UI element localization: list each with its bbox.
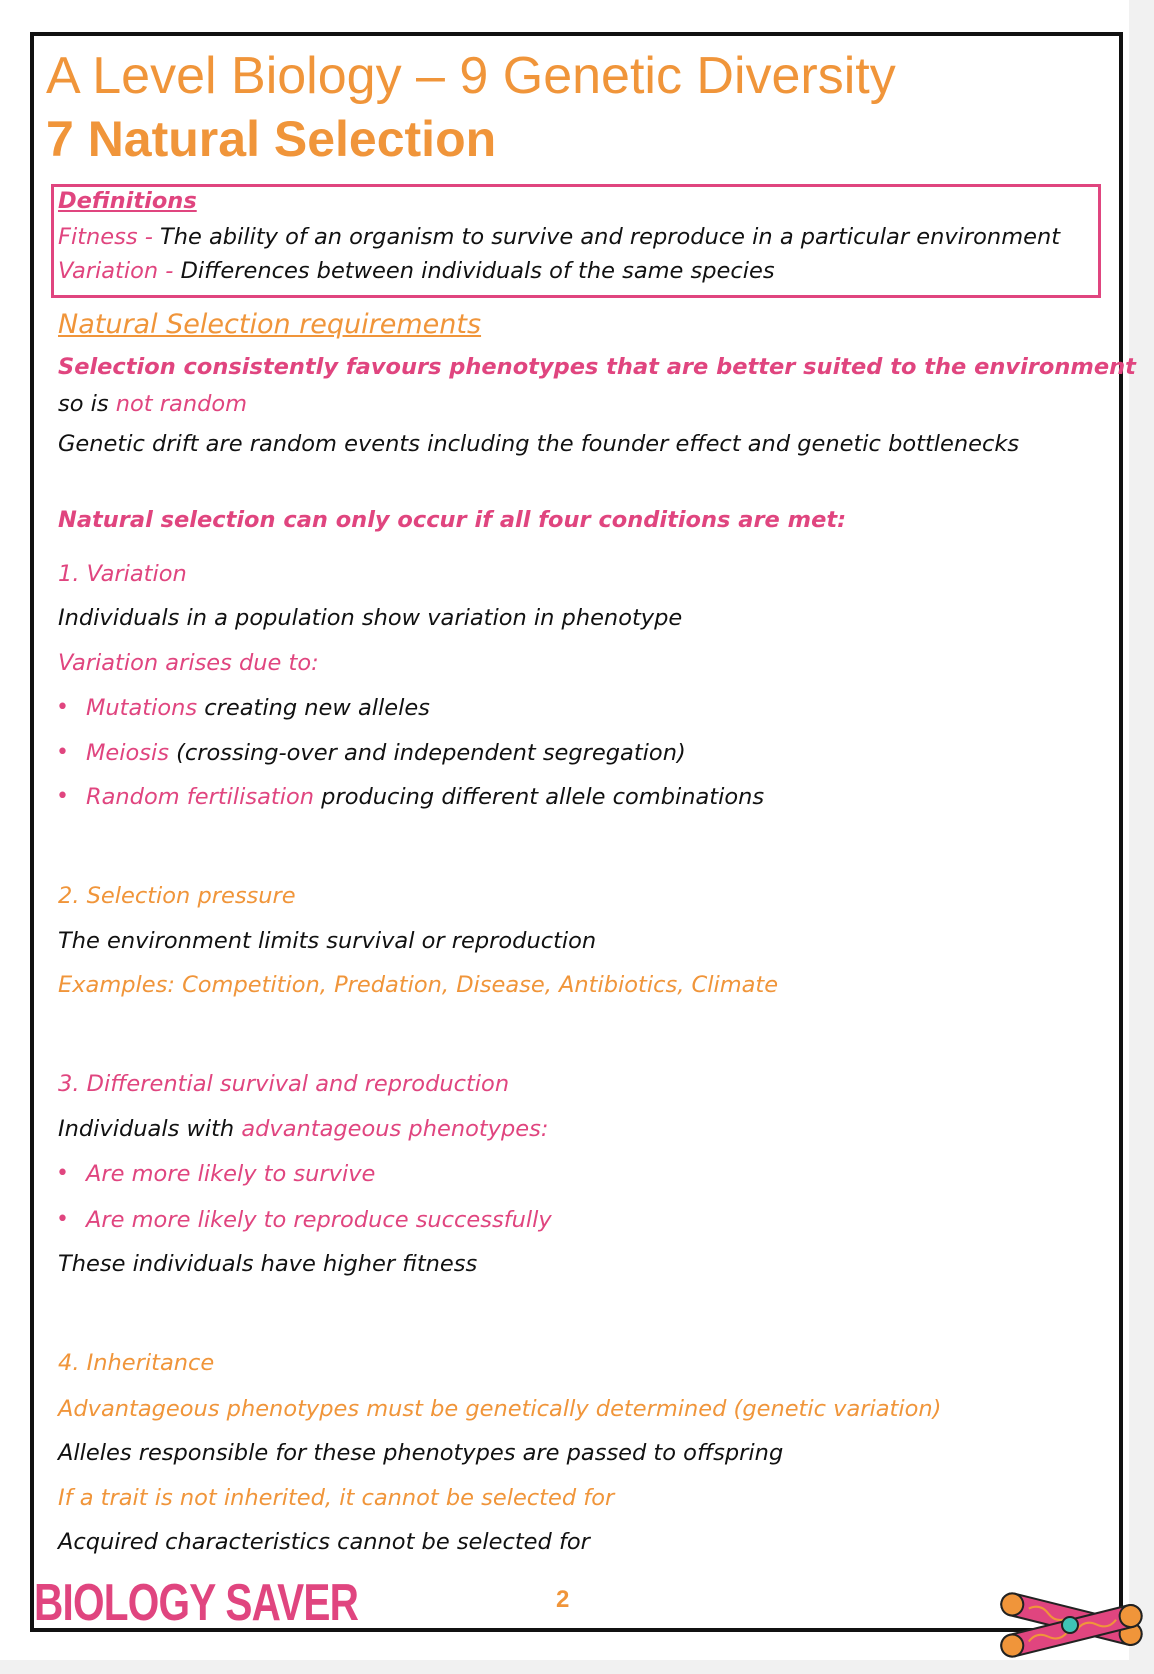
condition4-heading: 4. Inheritance	[58, 1350, 215, 1376]
condition4-line1: Advantageous phenotypes must be genetically determined (genetic variation)	[58, 1396, 942, 1422]
bullet-text: creating new alleles	[204, 695, 430, 721]
not-random-emphasis: not random	[115, 391, 248, 417]
bullet-icon: •	[56, 1161, 69, 1186]
condition1-bullet-2	[86, 738, 686, 768]
condition2-heading: 2. Selection pressure	[58, 883, 296, 909]
condition4-line2: Alleles responsible for these phenotypes are passed to offspring	[58, 1440, 784, 1466]
logo-text: BIOLOGY SAVER	[34, 1574, 359, 1632]
definition-fitness	[58, 222, 1060, 252]
condition4-line3: If a trait is not inherited, it cannot be selected for	[58, 1485, 615, 1511]
requirements-line2-prefix: so is	[58, 391, 109, 417]
condition3-text	[58, 1114, 548, 1144]
page-number: 2	[556, 1586, 570, 1613]
condition3-conclusion: These individuals have higher fitness	[58, 1251, 478, 1277]
condition3-text-emphasis: advantageous phenotypes:	[241, 1116, 549, 1142]
bullet-emphasis: Random fertilisation	[86, 784, 314, 810]
bullet-icon: •	[56, 1207, 69, 1232]
condition1-bullet-1	[86, 693, 430, 723]
condition2-text: The environment limits survival or reproduction	[58, 928, 597, 954]
bullet-emphasis: Mutations	[86, 695, 198, 721]
bullet-text: producing different allele combinations	[321, 784, 765, 810]
requirements-line2	[58, 389, 247, 419]
bullet-emphasis: Meiosis	[86, 740, 169, 766]
requirements-heading: Natural Selection requirements	[58, 309, 482, 340]
bullet-icon: •	[56, 740, 69, 765]
fitness-term: Fitness -	[58, 224, 153, 250]
definitions-heading: Definitions	[58, 188, 197, 214]
genetic-drift-note: Genetic drift are random events including the founder effect and genetic bottlenecks	[58, 431, 1020, 457]
condition3-heading: 3. Differential survival and reproduction	[58, 1071, 510, 1097]
fitness-definition: The ability of an organism to survive and reproduce in a particular environment	[160, 224, 1061, 250]
bullet-icon: •	[56, 695, 69, 720]
condition2-examples: Examples: Competition, Predation, Disease, Antibiotics, Climate	[58, 972, 779, 998]
biology-saver-logo	[34, 1572, 450, 1634]
condition3-text-prefix: Individuals with	[58, 1116, 235, 1142]
conditions-intro: Natural selection can only occur if all four conditions are met:	[58, 507, 847, 533]
requirements-line1: Selection consistently favours phenotypes that are better suited to the environment	[58, 354, 1136, 380]
variation-term: Variation -	[58, 258, 174, 284]
definition-variation	[58, 256, 775, 286]
page-subtitle: 7 Natural Selection	[46, 111, 497, 167]
condition1-heading: 1. Variation	[58, 561, 187, 587]
variation-arises-label: Variation arises due to:	[58, 650, 319, 676]
page-title: A Level Biology – 9 Genetic Diversity	[46, 47, 896, 105]
condition3-bullet-2: Are more likely to reproduce successfully	[86, 1207, 552, 1233]
bullet-icon: •	[56, 784, 69, 809]
bullet-text: (crossing-over and independent segregation)	[176, 740, 686, 766]
variation-definition: Differences between individuals of the same species	[180, 258, 775, 284]
chromosome-icon	[990, 1580, 1150, 1670]
condition1-text: Individuals in a population show variation in phenotype	[58, 605, 683, 631]
condition3-bullet-1: Are more likely to survive	[86, 1161, 376, 1187]
condition1-bullet-3	[86, 782, 764, 812]
condition4-line4: Acquired characteristics cannot be selected for	[58, 1529, 590, 1555]
